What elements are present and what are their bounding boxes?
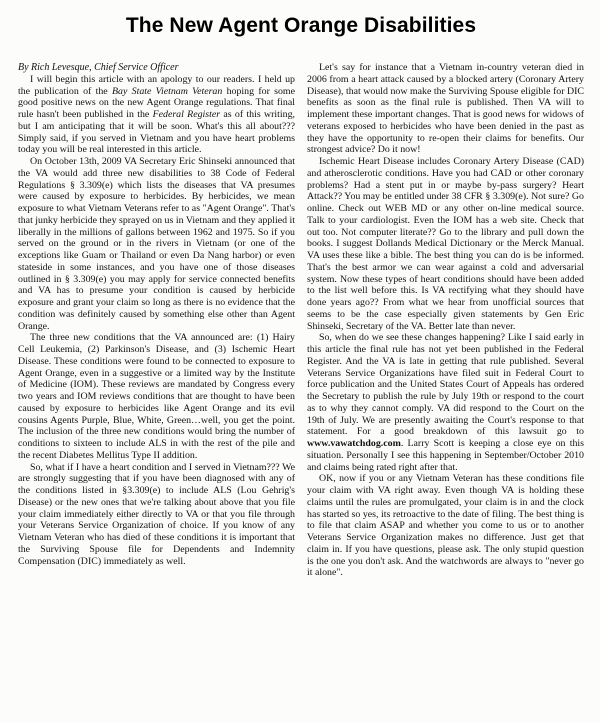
text-run: hoping for some good positive news on the new Agent Orange regulations. That final rule hasn't been published in the: [18, 85, 295, 120]
article-body: [18, 62, 584, 579]
paragraph: So, what if I have a heart condition and I served in Vietnam??? We are strongly suggesting that if you have been diagnosed with any of the conditions listed in §3.309(e) to include ALS (Lou Gehrig's Disease) or the new ones that we're talking about above that you file your claim immediately either directly to VA or that you file through your Veterans Service Organization of choice. If you know of any Vietnam Veteran who has died of these conditions it is important that the Surviving Spouse file for Dependents and Indemnity Compensation (DIC) immediately as well.: [18, 461, 295, 567]
paragraph: [307, 332, 584, 473]
paragraph: Let's say for instance that a Vietnam in-country veteran died in 2006 from a heart attack caused by a blocked artery (Coronary Artery Disease), that would now make the Surviving Spouse eligible for DIC benefits as soon as the final rule is published. Then VA will to implement these important changes. That is good news for widows of veterans exposed to herbicides who have been denied in the past as they have the opportunity to re-open their claims for benefits. Our strongest advice? Do it now!: [307, 62, 584, 156]
text-run: . Larry Scott is keeping a close eye on this situation. Personally I see this happening in September/October 2010 and claims being rated right after that.: [307, 438, 584, 473]
publication-name: Bay State Vietnam Veteran: [111, 85, 223, 97]
paragraph: On October 13th, 2009 VA Secretary Eric Shinseki announced that the VA would add three new disabilities to 38 Code of Federal Regulations § 3.309(e) which lists the diseases that VA presumes were caused by exposure to herbicides. By herbicides, we mean exposure to what Vietnam Veterans refer to as "Agent Orange". That's that junky herbicide they sprayed on us in Vietnam and they applied it liberally in the millions of gallons between 1962 and 1975. So if you served on the ground or in the rivers in Vietnam (or one of the exceptions like Guam or Thailand or even Da Nang harbor) or even stateside in some instances, and you have one of those diseases outlined in § 3.309(e) you may apply for service connected benefits and VA has to presume your condition is caused by herbicide exposure and grant your claim so long as there is no evidence that the condition was definitely caused by something else other than Agent Orange.: [18, 156, 295, 332]
publication-name: Federal Register: [152, 109, 221, 120]
byline: By Rich Levesque, Chief Service Officer: [18, 62, 179, 73]
left-column: [18, 62, 295, 579]
paragraph: [18, 74, 295, 156]
text-run: I will begin this article with an apology to our readers. I held up the publication of the: [18, 73, 295, 97]
article-title: The New Agent Orange Disabilities: [125, 14, 477, 37]
text-run: So, when do we see these changes happening? Like I said early in this article the final rule has not yet been published in the Federal Register. And the VA is late in getting that rule published. Several Veterans Service Organizations have filed suit in Federal Court to force publication and the United States Court of Appeals has ordered the Secretary to publish the rule by July 19th or respond to the court as to why they cannot comply. VA did respond to the Court on the 19th of July. We are presently awaiting the Court's response to that statement. For a good breakdown of this lawsuit go to: [307, 332, 584, 438]
paragraph: Ischemic Heart Disease includes Coronary Artery Disease (CAD) and atherosclerotic conditions. Have you had CAD or other coronary problems? Had a stent put in or maybe by-pass surgery? Heart Attack?? You may be entitled under 38 CFR § 3.309(e). Not sure? Go online. Check out WEB MD or any other on-line medical source. Talk to your cardiologist. Even the IOM has a web site. Check that out too. Not computer literate?? Go to the library and pull down the books. I suggest Dollands Medical Dictionary or the Merck Manual. VA uses these like a bible. The best thing you can do is be informed. That's the best armor we can wear against a cold and adversarial system. Now these types of heart conditions should have been added to the list well before this. Is VA rectifying what they should have done years ago?? From what we hear from unofficial sources that seems to be the case especially given statements by Gen Eric Shinseki, Secretary of the VA. Better late than never.: [307, 156, 584, 332]
text-run: as of this writing, but I am anticipating that it will be soon. What's this all about??? Simply said, if you served in Vietnam and you have heart problems today you will be real interested in this article.: [18, 109, 296, 156]
paragraph: The three new conditions that the VA announced are: (1) Hairy Cell Leukemia, (2) Parkinson's Disease, and (3) Ischemic Heart Disease. These conditions were found to be connected to exposure to Agent Orange, even in a suggestive or a limited way by the Institute of Medicine (IOM). These reviews are mandated by Congress every two years and IOM reviews conditions that are thought to have been caused by exposure to herbicides like Agent Orange and its evil cousins Agents Purple, Blue, White, Green…well, you get the point. The inclusion of the three new conditions would bring the number of conditions to sixteen to include ALS in with the rest of the pile and the recent Diabetes Mellitus Type II addition.: [18, 332, 295, 461]
paragraph: OK, now if you or any Vietnam Veteran has these conditions file your claim with VA right away. Even though VA is holding these claims until the rules are promulgated, your claim is in and the clock has started so yes, its retroactive to the date of filing. The best thing is to file that claim ASAP and whether you come to us or to another Veterans Service Organization makes no difference. Just get that claim in. If you have questions, please ask. The only stupid question is the one you don't ask. And the watchwords are always to "never go it alone".: [307, 473, 584, 579]
right-column: [307, 62, 584, 579]
website-link[interactable]: www.vawatchdog.com: [307, 438, 401, 449]
